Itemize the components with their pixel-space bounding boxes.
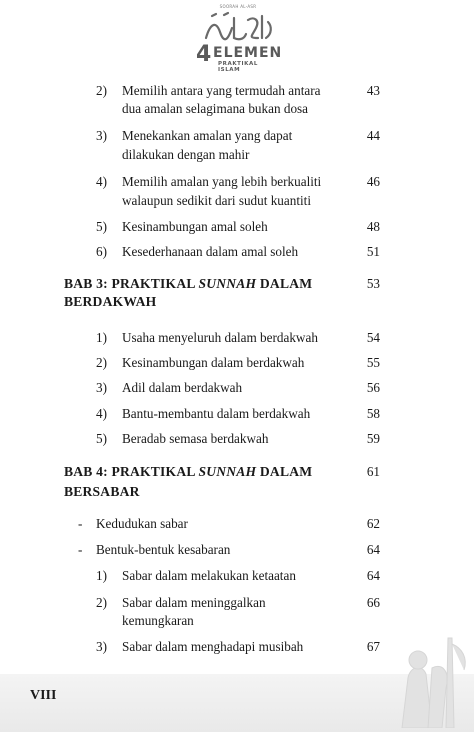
entry-page: 46 xyxy=(366,174,380,189)
entry-title-cont: kemungkaran xyxy=(122,613,194,628)
entry-number: 3) xyxy=(96,380,107,395)
decorative-illustration-icon xyxy=(392,608,472,728)
chapter-title: BAB 4: PRAKTIKAL SUNNAH DALAM xyxy=(64,464,313,479)
entry-title: Bentuk-bentuk kesabaran xyxy=(96,542,231,557)
entry-page: 67 xyxy=(366,639,380,654)
entry-title: Memilih amalan yang lebih berkualiti xyxy=(122,174,322,189)
entry-title: Sabar dalam melakukan ketaatan xyxy=(122,568,296,583)
entry-title: Memilih antara yang termudah antara xyxy=(122,83,321,98)
entry-title-cont: dua amalan selagimana bukan dosa xyxy=(122,101,309,116)
entry-title: Menekankan amalan yang dapat xyxy=(122,128,293,143)
book-logo xyxy=(194,4,282,74)
entry-title: Sabar dalam menghadapi musibah xyxy=(122,639,304,654)
entry-title: Kesinambungan dalam berdakwah xyxy=(122,355,305,370)
entry-number: 3) xyxy=(96,128,107,143)
entry-number: 3) xyxy=(96,639,107,654)
entry-number: 1) xyxy=(96,330,107,345)
entry-number: 4) xyxy=(96,406,107,421)
arabic-calligraphy-icon xyxy=(198,10,278,46)
entry-page: 62 xyxy=(366,516,380,531)
entry-number: 5) xyxy=(96,431,107,446)
chapter-title-cont: BERDAKWAH xyxy=(64,294,157,309)
entry-page: 54 xyxy=(366,330,380,345)
entry-title-cont: walaupun sedikit dari sudut kuantiti xyxy=(122,193,311,208)
entry-title-cont: dilakukan dengan mahir xyxy=(122,147,250,162)
logo-number: 4 xyxy=(196,42,212,67)
entry-title: Kedudukan sabar xyxy=(96,516,188,531)
page-number: VIII xyxy=(30,688,57,703)
logo-title: ELEMEN xyxy=(213,45,283,61)
entry-page: 64 xyxy=(366,568,380,583)
entry-page: 58 xyxy=(366,406,380,421)
entry-bullet: - xyxy=(78,516,83,531)
chapter-page: 53 xyxy=(366,276,380,291)
entry-title: Kesinambungan amal soleh xyxy=(122,219,268,234)
entry-page: 43 xyxy=(366,83,380,98)
entry-page: 48 xyxy=(366,219,380,234)
entry-page: 66 xyxy=(366,595,380,610)
logo-small-text: SOORAH AL-ASR xyxy=(219,4,257,9)
entry-title: Kesederhanaan dalam amal soleh xyxy=(122,244,299,259)
entry-number: 1) xyxy=(96,568,107,583)
chapter-title-cont: BERSABAR xyxy=(64,484,140,499)
entry-number: 6) xyxy=(96,244,107,259)
chapter-page: 61 xyxy=(366,464,380,479)
logo-subtitle: PRAKTIKAL ISLAM xyxy=(218,61,259,73)
entry-title: Adil dalam berdakwah xyxy=(122,380,243,395)
entry-page: 51 xyxy=(366,244,380,259)
entry-page: 44 xyxy=(366,128,380,143)
chapter-title: BAB 3: PRAKTIKAL SUNNAH DALAM xyxy=(64,276,313,291)
entry-page: 56 xyxy=(366,380,380,395)
entry-page: 64 xyxy=(366,542,380,557)
entry-number: 2) xyxy=(96,595,107,610)
entry-page: 59 xyxy=(366,431,380,446)
entry-title: Sabar dalam meninggalkan xyxy=(122,595,266,610)
entry-number: 2) xyxy=(96,83,107,98)
entry-number: 5) xyxy=(96,219,107,234)
entry-title: Usaha menyeluruh dalam berdakwah xyxy=(122,330,318,345)
entry-number: 4) xyxy=(96,174,107,189)
entry-title: Bantu-membantu dalam berdakwah xyxy=(122,406,311,421)
entry-bullet: - xyxy=(78,542,83,557)
entry-number: 2) xyxy=(96,355,107,370)
entry-title: Beradab semasa berdakwah xyxy=(122,431,269,446)
entry-page: 55 xyxy=(366,355,380,370)
